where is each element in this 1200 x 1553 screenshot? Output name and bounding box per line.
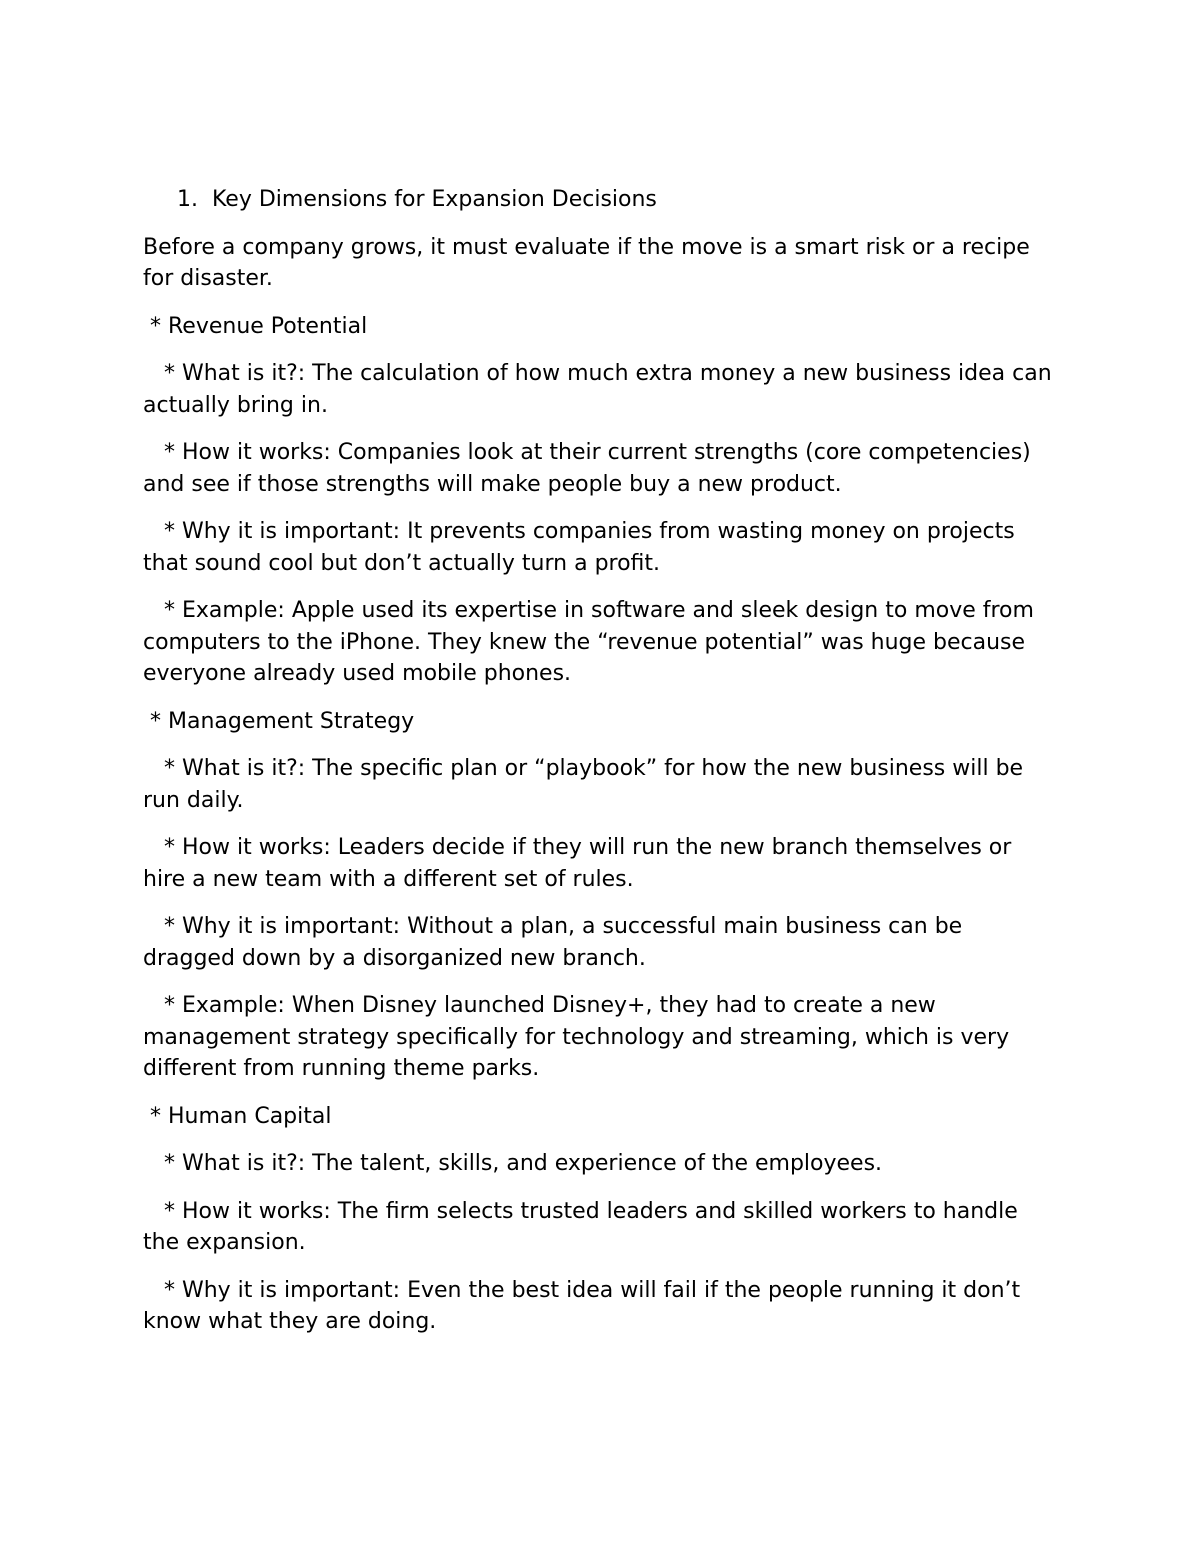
revenue-how-it-works: * How it works: Companies look at their current strengths (core competencies) and see if those strengths will make people buy a new product. <box>143 440 1038 497</box>
intro-paragraph: Before a company grows, it must evaluate if the move is a smart risk or a recipe for disaster. <box>143 234 1037 291</box>
management-what-is-it: * What is it?: The specific plan or “playbook” for how the new business will be run daily. <box>143 756 1031 813</box>
management-why-important: * Why it is important: Without a plan, a successful main business can be dragged down by a disorganized new branch. <box>143 914 970 971</box>
human-capital-why-important: * Why it is important: Even the best idea will fail if the people running it don’t know what they are doing. <box>143 1277 1028 1334</box>
bullet-revenue-potential: * Revenue Potential <box>143 313 368 339</box>
bullet-management-strategy: * Management Strategy <box>143 708 415 734</box>
management-how-it-works: * How it works: Leaders decide if they will run the new branch themselves or hire a new team with a different set of rules. <box>143 835 1019 892</box>
revenue-what-is-it: * What is it?: The calculation of how much extra money a new business idea can actually bring in. <box>143 361 1059 418</box>
section-heading: 1. Key Dimensions for Expansion Decisions <box>177 187 657 212</box>
bullet-human-capital: * Human Capital <box>143 1103 332 1129</box>
human-capital-what-is-it: * What is it?: The talent, skills, and experience of the employees. <box>143 1151 883 1176</box>
revenue-why-important: * Why it is important: It prevents companies from wasting money on projects that sound cool but don’t actually turn a profit. <box>143 519 1022 576</box>
revenue-example: * Example: Apple used its expertise in software and sleek design to move from computers to the iPhone. They knew the “revenue potential” was huge because everyone already used mobile phones. <box>143 598 1041 686</box>
management-example: * Example: When Disney launched Disney+, they had to create a new management strategy specifically for technology and streaming, which is very different from running theme parks. <box>143 993 1017 1081</box>
document-body <box>143 184 1058 1354</box>
human-capital-how-it-works: * How it works: The firm selects trusted leaders and skilled workers to handle the expansion. <box>143 1198 1025 1255</box>
